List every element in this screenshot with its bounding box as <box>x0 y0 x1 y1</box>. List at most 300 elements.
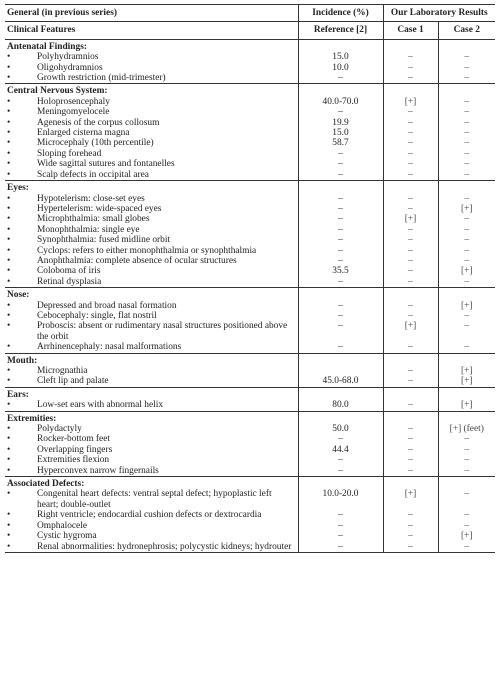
section-row <box>5 387 495 400</box>
case1-value: [+] <box>383 489 438 510</box>
case1-value: – <box>383 376 438 387</box>
feature-cell <box>5 424 298 434</box>
header-case-1: Case 1 <box>383 22 438 39</box>
incidence-value: – <box>298 277 383 288</box>
feature-cell <box>5 235 298 245</box>
incidence-value: 40.0-70.0 <box>298 97 383 107</box>
bullet-marker: • <box>7 444 11 455</box>
feature-cell <box>5 531 298 541</box>
bullet-marker: • <box>7 342 11 353</box>
incidence-value: – <box>298 170 383 181</box>
feature-cell <box>5 170 298 181</box>
feature-row <box>5 256 495 266</box>
feature-cell <box>5 194 298 204</box>
feature-text: Polydactyly <box>37 424 82 435</box>
incidence-value: – <box>298 194 383 204</box>
clinical-features-table-document <box>5 4 495 553</box>
incidence-value: – <box>298 531 383 541</box>
table-body <box>5 39 495 552</box>
case1-cell <box>383 353 438 366</box>
feature-text: Meningomyelocele <box>37 107 110 118</box>
case1-cell <box>383 181 438 194</box>
incidence-value: – <box>298 204 383 214</box>
case2-value: – <box>464 342 470 353</box>
feature-row <box>5 434 495 444</box>
feature-cell <box>5 311 298 321</box>
case2-value: – <box>464 159 470 170</box>
case2-value: [+] <box>460 300 473 311</box>
feature-row <box>5 235 495 245</box>
case1-value: – <box>383 138 438 148</box>
case2-value: – <box>464 444 470 455</box>
feature-cell <box>5 489 298 510</box>
feature-text: Congenital heart defects: ventral septal defect; hypoplastic left heart; double-outlet <box>37 489 272 510</box>
case1-value: – <box>383 225 438 235</box>
case1-value: – <box>383 445 438 455</box>
bullet-marker: • <box>7 235 11 246</box>
case2-value: – <box>464 321 470 332</box>
feature-row <box>5 277 495 288</box>
case2-value: [+] (feet) <box>449 424 484 435</box>
incidence-value: 10.0 <box>298 63 383 73</box>
incidence-value: – <box>298 321 383 342</box>
bullet-marker: • <box>7 489 11 500</box>
case1-value: – <box>383 277 438 288</box>
feature-row <box>5 466 495 477</box>
incidence-value: 35.5 <box>298 266 383 276</box>
section-title: Extremities: <box>5 411 298 424</box>
incidence-cell <box>298 477 383 490</box>
case2-value: [+] <box>460 203 473 214</box>
feature-text: Omphalocele <box>37 520 87 531</box>
incidence-value: – <box>298 159 383 169</box>
bullet-marker: • <box>7 52 11 63</box>
feature-cell <box>5 510 298 520</box>
feature-text: Proboscis: absent or rudimentary nasal structures positioned above the orbit <box>37 321 288 342</box>
case2-value: – <box>464 148 470 159</box>
feature-cell <box>5 321 298 342</box>
feature-row <box>5 204 495 214</box>
case1-value: – <box>383 434 438 444</box>
feature-text: Microcephaly (10th percentile) <box>37 138 154 149</box>
header-incidence: Incidence (%) <box>298 5 383 22</box>
bullet-marker: • <box>7 424 11 435</box>
case2-value: – <box>464 138 470 149</box>
case1-value: – <box>383 204 438 214</box>
case2-cell <box>438 411 495 424</box>
section-title: Mouth: <box>5 353 298 366</box>
incidence-cell <box>298 411 383 424</box>
bullet-marker: • <box>7 138 11 149</box>
case2-value: – <box>464 434 470 445</box>
feature-row <box>5 311 495 321</box>
feature-cell <box>5 246 298 256</box>
incidence-value: – <box>298 214 383 224</box>
feature-text: Hyperconvex narrow fingernails <box>37 465 159 476</box>
feature-row <box>5 366 495 376</box>
incidence-value: – <box>298 301 383 311</box>
table-header-row-top <box>5 5 495 22</box>
bullet-marker: • <box>7 245 11 256</box>
bullet-marker: • <box>7 400 11 411</box>
incidence-value: – <box>298 107 383 117</box>
bullet-marker: • <box>7 96 11 107</box>
header-reference: Reference [2] <box>298 22 383 39</box>
case2-value: – <box>464 465 470 476</box>
case1-value: [+] <box>383 97 438 107</box>
feature-cell <box>5 128 298 138</box>
case1-cell <box>383 84 438 97</box>
case2-value: – <box>464 245 470 256</box>
feature-text: Sloping forehead <box>37 148 102 159</box>
feature-text: Anophthalmia: complete absence of ocular structures <box>37 255 237 266</box>
incidence-value: – <box>298 246 383 256</box>
feature-cell <box>5 445 298 455</box>
incidence-value: – <box>298 466 383 477</box>
feature-cell <box>5 159 298 169</box>
case1-cell <box>383 411 438 424</box>
feature-text: Cebocephaly: single, flat nostril <box>37 310 157 321</box>
feature-cell <box>5 214 298 224</box>
case1-value: – <box>383 128 438 138</box>
case2-cell <box>438 477 495 490</box>
case1-value: – <box>383 118 438 128</box>
feature-text: Hypertelerism: wide-spaced eyes <box>37 203 162 214</box>
feature-row <box>5 445 495 455</box>
feature-text: Growth restriction (mid-trimester) <box>37 73 166 84</box>
clinical-features-table <box>5 4 495 553</box>
case2-cell <box>438 288 495 301</box>
feature-row <box>5 521 495 531</box>
feature-text: Cyclops: refers to either monophthalmia or synophthalmia <box>37 245 257 256</box>
feature-row <box>5 531 495 541</box>
feature-text: Micrognathia <box>37 366 88 376</box>
bullet-marker: • <box>7 276 11 287</box>
feature-cell <box>5 118 298 128</box>
incidence-value: 44.4 <box>298 445 383 455</box>
feature-text: Microphthalmia: small globes <box>37 214 150 225</box>
case2-cell <box>438 39 495 52</box>
feature-cell <box>5 366 298 376</box>
feature-row <box>5 266 495 276</box>
incidence-cell <box>298 288 383 301</box>
feature-row <box>5 400 495 411</box>
case2-value: – <box>464 117 470 128</box>
case2-value: – <box>438 542 495 553</box>
incidence-value: 50.0 <box>298 424 383 434</box>
feature-cell <box>5 434 298 444</box>
section-row <box>5 477 495 490</box>
case2-value: [+] <box>460 266 473 277</box>
feature-text: Low-set ears with abnormal helix <box>37 400 164 411</box>
case1-value: – <box>383 159 438 169</box>
case1-value: – <box>383 194 438 204</box>
feature-text: Rocker-bottom feet <box>37 434 110 445</box>
case2-value: – <box>464 455 470 466</box>
feature-cell <box>5 52 298 62</box>
bullet-marker: • <box>7 321 11 332</box>
incidence-value: 15.0 <box>298 52 383 62</box>
bullet-marker: • <box>7 107 11 118</box>
bullet-marker: • <box>7 310 11 321</box>
case2-value: – <box>464 224 470 235</box>
feature-cell <box>5 400 298 411</box>
feature-row <box>5 149 495 159</box>
case2-cell <box>438 387 495 400</box>
feature-row <box>5 424 495 434</box>
feature-row <box>5 510 495 520</box>
case1-value: [+] <box>383 214 438 224</box>
case1-value: – <box>383 466 438 477</box>
bullet-marker: • <box>7 300 11 311</box>
case2-value: – <box>464 96 470 107</box>
bullet-marker: • <box>7 531 11 542</box>
feature-cell <box>5 342 298 353</box>
feature-row <box>5 214 495 224</box>
case2-value: – <box>464 520 470 531</box>
bullet-marker: • <box>7 214 11 225</box>
feature-cell <box>5 97 298 107</box>
feature-text: Holoprosencephaly <box>37 96 110 107</box>
case2-value: – <box>464 169 470 180</box>
feature-cell <box>5 138 298 148</box>
bullet-marker: • <box>7 128 11 139</box>
feature-cell <box>5 301 298 311</box>
case1-value: – <box>383 311 438 321</box>
case2-value: – <box>464 52 470 63</box>
case2-value: – <box>464 193 470 204</box>
case1-value: – <box>383 246 438 256</box>
feature-row <box>5 225 495 235</box>
incidence-value: – <box>298 342 383 353</box>
section-row <box>5 353 495 366</box>
bullet-marker: • <box>7 148 11 159</box>
section-title: Associated Defects: <box>5 477 298 490</box>
bullet-marker: • <box>7 465 11 476</box>
feature-text: Agenesis of the corpus collosum <box>37 117 160 128</box>
case1-value: – <box>383 342 438 353</box>
feature-cell <box>5 266 298 276</box>
feature-row <box>5 52 495 62</box>
case2-value: – <box>464 107 470 118</box>
feature-text: Renal abnormalities: hydronephrosis; polycystic kidneys; hydrouter <box>37 541 292 552</box>
section-row <box>5 39 495 52</box>
bullet-marker: • <box>7 266 11 277</box>
feature-cell <box>5 455 298 465</box>
incidence-cell <box>298 39 383 52</box>
case1-value: – <box>383 455 438 465</box>
incidence-value: – <box>298 434 383 444</box>
feature-text: Hypotelerism: close-set eyes <box>37 193 145 204</box>
feature-cell <box>5 256 298 266</box>
feature-text: Extremities flexion <box>37 455 110 466</box>
feature-row <box>5 107 495 117</box>
case1-cell <box>383 477 438 490</box>
section-title: Nose: <box>5 288 298 301</box>
feature-text: Synophthalmia: fused midline orbit <box>37 235 171 246</box>
case1-value: – <box>383 542 438 553</box>
feature-cell <box>5 149 298 159</box>
section-title: Central Nervous System: <box>5 84 298 97</box>
case2-cell <box>438 84 495 97</box>
feature-row <box>5 159 495 169</box>
case1-cell <box>383 288 438 301</box>
feature-text: Enlarged cisterna magna <box>37 128 130 139</box>
case1-cell <box>383 387 438 400</box>
case2-value: – <box>464 510 470 521</box>
incidence-value: 10.0-20.0 <box>298 489 383 510</box>
incidence-value: – <box>298 73 383 84</box>
incidence-value: – <box>298 225 383 235</box>
incidence-cell <box>298 84 383 97</box>
bullet-marker: • <box>7 224 11 235</box>
incidence-value: – <box>298 149 383 159</box>
case2-value: – <box>464 235 470 246</box>
bullet-marker: • <box>7 510 11 521</box>
header-case-2: Case 2 <box>438 22 495 39</box>
case2-value: – <box>464 128 470 139</box>
case2-cell <box>438 181 495 194</box>
header-general: General (in previous series) <box>5 5 298 22</box>
incidence-value: 58.7 <box>298 138 383 148</box>
case1-value: – <box>383 510 438 520</box>
feature-row <box>5 376 495 387</box>
incidence-value: 15.0 <box>298 128 383 138</box>
case1-value: – <box>383 149 438 159</box>
feature-row <box>5 542 495 553</box>
feature-cell <box>5 542 298 553</box>
incidence-value <box>298 366 383 376</box>
case2-value: – <box>464 62 470 73</box>
feature-text: Overlapping fingers <box>37 444 113 455</box>
incidence-value: – <box>298 235 383 245</box>
feature-text: Arrhinencephaly: nasal malformations <box>37 342 182 353</box>
case1-value: – <box>383 424 438 434</box>
bullet-marker: • <box>7 73 11 84</box>
case2-value: [+] <box>460 400 473 411</box>
bullet-marker: • <box>7 541 11 552</box>
bullet-marker: • <box>7 62 11 73</box>
feature-row <box>5 489 495 510</box>
bullet-marker: • <box>7 193 11 204</box>
feature-row <box>5 194 495 204</box>
feature-text: Monophthalmia: single eye <box>37 224 140 235</box>
feature-row <box>5 342 495 353</box>
case2-value: – <box>464 73 470 84</box>
bullet-marker: • <box>7 117 11 128</box>
header-lab-results: Our Laboratory Results <box>383 5 495 22</box>
case2-value: [+] <box>460 531 473 542</box>
feature-text: Cystic hygroma <box>37 531 97 542</box>
feature-row <box>5 246 495 256</box>
feature-text: Cleft lip and palate <box>37 376 109 387</box>
feature-cell <box>5 63 298 73</box>
case2-value: – <box>464 489 470 500</box>
case1-value: – <box>383 170 438 181</box>
bullet-marker: • <box>7 434 11 445</box>
case1-value: – <box>383 531 438 541</box>
section-title: Eyes: <box>5 181 298 194</box>
feature-text: Wide sagittal sutures and fontanelles <box>37 159 175 170</box>
feature-cell <box>5 521 298 531</box>
feature-row <box>5 97 495 107</box>
incidence-cell <box>298 353 383 366</box>
bullet-marker: • <box>7 169 11 180</box>
case1-value: – <box>383 256 438 266</box>
case1-value: – <box>383 107 438 117</box>
section-row <box>5 181 495 194</box>
incidence-value: 80.0 <box>298 400 383 411</box>
incidence-value: – <box>298 542 383 553</box>
case1-value: – <box>383 400 438 411</box>
case1-value: – <box>383 521 438 531</box>
section-row <box>5 84 495 97</box>
case2-value: – <box>464 310 470 321</box>
case2-value: [+] <box>460 366 473 376</box>
case2-value: [+] <box>460 376 473 387</box>
incidence-value: 19.9 <box>298 118 383 128</box>
table-header-row-sub <box>5 22 495 39</box>
case1-value: [+] <box>383 321 438 342</box>
incidence-value: – <box>298 455 383 465</box>
header-clinical-features: Clinical Features <box>5 22 298 39</box>
feature-row <box>5 63 495 73</box>
case1-cell <box>383 39 438 52</box>
bullet-marker: • <box>7 203 11 214</box>
bullet-marker: • <box>7 455 11 466</box>
case1-value: – <box>383 235 438 245</box>
case2-cell <box>438 353 495 366</box>
case1-value: – <box>383 301 438 311</box>
case2-value: – <box>464 255 470 266</box>
feature-row <box>5 118 495 128</box>
section-row <box>5 411 495 424</box>
feature-text: Right ventricle; endocardial cushion defects or dextrocardia <box>37 510 262 521</box>
case1-value: – <box>383 366 438 376</box>
case1-value: – <box>383 52 438 62</box>
feature-cell <box>5 466 298 477</box>
bullet-marker: • <box>7 366 11 376</box>
feature-cell <box>5 107 298 117</box>
feature-row <box>5 128 495 138</box>
case1-value: – <box>383 266 438 276</box>
feature-text: Scalp defects in occipital area <box>37 169 149 180</box>
section-title: Ears: <box>5 387 298 400</box>
feature-cell <box>5 376 298 387</box>
feature-text: Retinal dysplasia <box>37 276 102 287</box>
feature-text: Coloboma of iris <box>37 266 101 277</box>
incidence-value: – <box>298 311 383 321</box>
feature-cell <box>5 277 298 288</box>
feature-row <box>5 321 495 342</box>
feature-text: Depressed and broad nasal formation <box>37 300 177 311</box>
case2-value: – <box>464 214 470 225</box>
bullet-marker: • <box>7 159 11 170</box>
feature-text: Polyhydramnios <box>37 52 99 63</box>
feature-row <box>5 301 495 311</box>
feature-row <box>5 73 495 84</box>
section-row <box>5 288 495 301</box>
incidence-value: 45.0-68.0 <box>298 376 383 387</box>
feature-cell <box>5 73 298 84</box>
feature-text: Oligohydramnios <box>37 62 103 73</box>
feature-cell <box>5 225 298 235</box>
incidence-value: – <box>298 510 383 520</box>
incidence-value: – <box>298 256 383 266</box>
feature-row <box>5 170 495 181</box>
incidence-cell <box>298 387 383 400</box>
bullet-marker: • <box>7 520 11 531</box>
